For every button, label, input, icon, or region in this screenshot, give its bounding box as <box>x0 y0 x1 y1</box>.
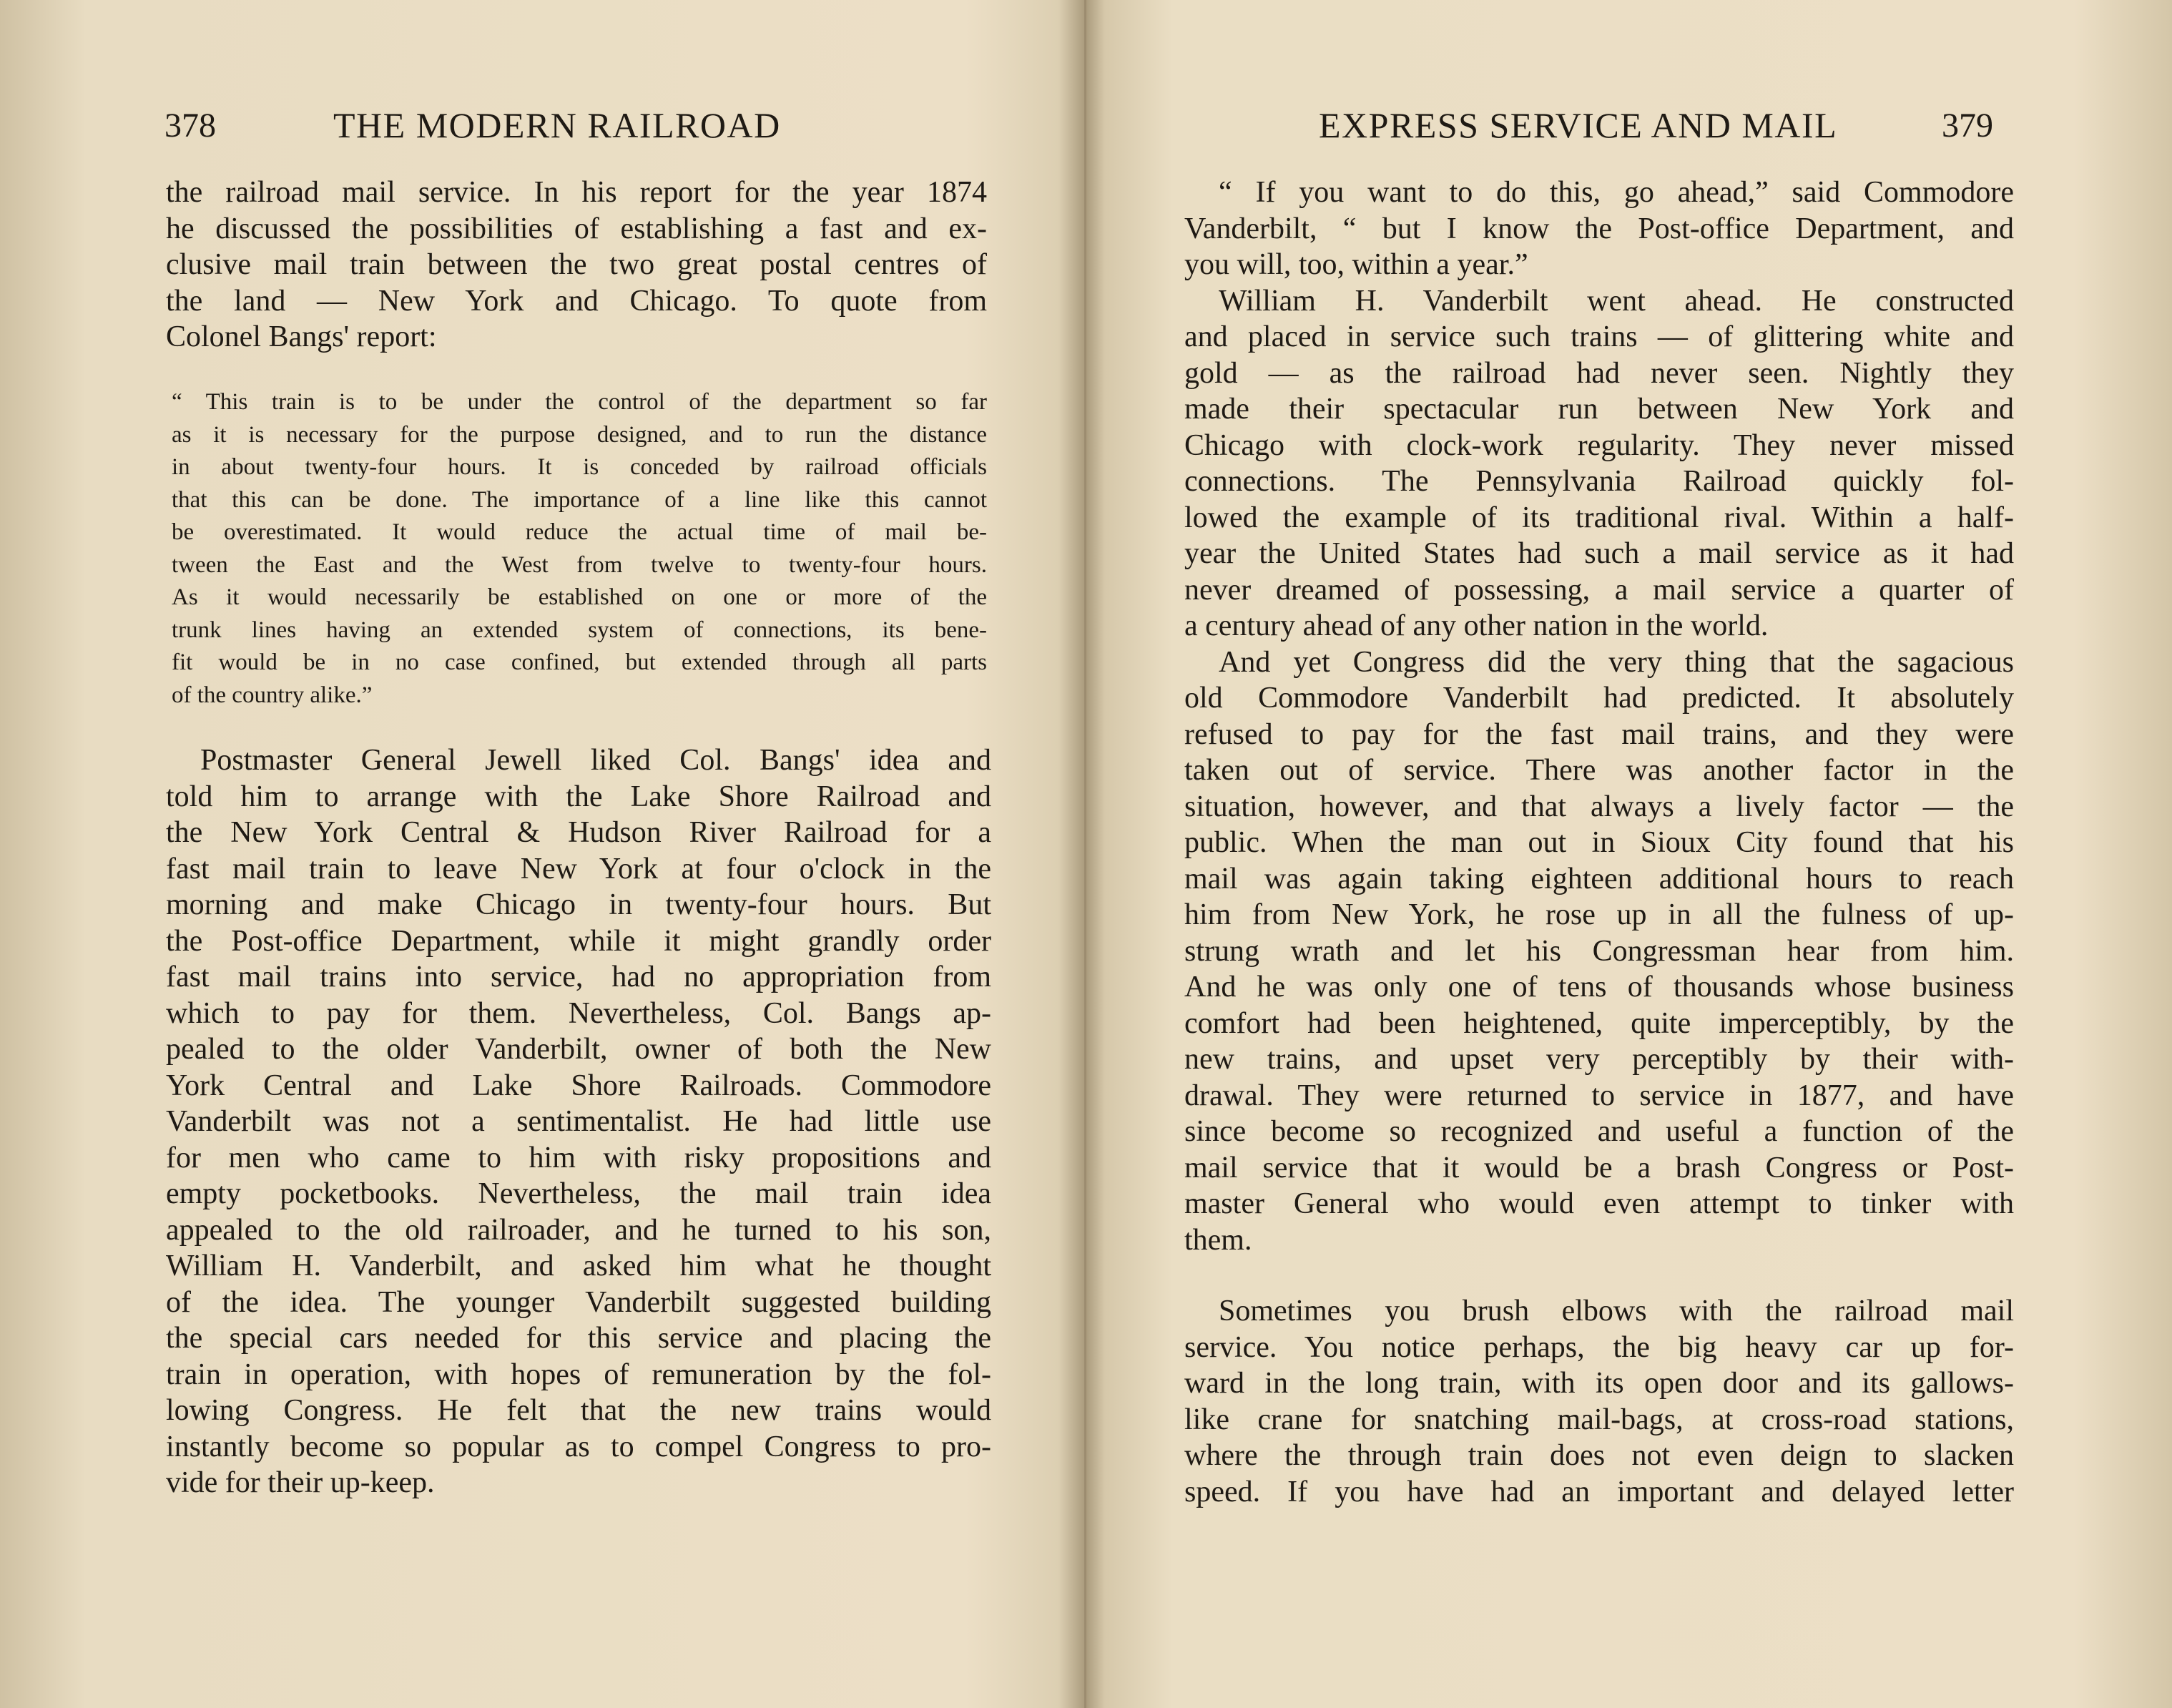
text-line: empty pocketbooks. Nevertheless, the mail train idea <box>166 1177 991 1210</box>
text-line: made their spectacular run between New York and <box>1184 393 2014 426</box>
text-line: And yet Congress did the very thing that the sagacious <box>1219 645 2014 679</box>
quote-line: fit would be in no case confined, but extended through all parts <box>172 649 987 675</box>
text-line: where the through train does not even deign to slacken <box>1184 1439 2014 1472</box>
text-line: York Central and Lake Shore Railroads. Commodore <box>166 1069 991 1102</box>
right-page <box>1086 0 2172 1708</box>
text-line: comfort had been heightened, quite imperceptibly, by the <box>1184 1006 2014 1040</box>
text-line: the special cars needed for this service and placing the <box>166 1322 991 1355</box>
text-line: Postmaster General Jewell liked Col. Bangs' idea and <box>200 744 991 777</box>
right-final-paragraph <box>1184 1293 2014 1510</box>
quote-line: tween the East and the West from twelve to twenty-four hours. <box>172 551 987 578</box>
text-line: a century ahead of any other nation in the world. <box>1184 609 1769 642</box>
text-line: Chicago with clock-work regularity. They never missed <box>1184 428 2014 462</box>
text-line: ward in the long train, with its open door and its gallows- <box>1184 1367 2014 1400</box>
text-line: speed. If you have had an important and delayed letter <box>1184 1475 2014 1508</box>
text-line: for men who came to him with risky propositions and <box>166 1141 991 1174</box>
text-line: the land — New York and Chicago. To quote from <box>166 284 987 318</box>
text-line: drawal. They were returned to service in 1877, and have <box>1184 1079 2014 1112</box>
text-line: strung wrath and let his Congressman hear from him. <box>1184 934 2014 968</box>
text-line: public. When the man out in Sioux City found that his <box>1184 826 2014 859</box>
text-line: he discussed the possibilities of establishing a fast and ex- <box>166 212 987 245</box>
text-line: since become so recognized and useful a function of the <box>1184 1115 2014 1148</box>
text-line: train in operation, with hopes of remuneration by the fol- <box>166 1358 991 1391</box>
text-line: lowing Congress. He felt that the new trains would <box>166 1394 991 1427</box>
quote-line: be overestimated. It would reduce the actual time of mail be- <box>172 519 987 545</box>
text-line: service. You notice perhaps, the big heavy car up for- <box>1184 1330 2014 1364</box>
text-line: refused to pay for the fast mail trains, and they were <box>1184 717 2014 751</box>
text-line: lowed the example of its traditional rival. Within a half- <box>1184 501 2014 534</box>
text-line: old Commodore Vanderbilt had predicted. It absolutely <box>1184 682 2014 715</box>
text-line: mail was again taking eighteen additional hours to reach <box>1184 862 2014 895</box>
text-line: “ If you want to do this, go ahead,” said Commodore <box>1219 176 2014 209</box>
text-line: taken out of service. There was another factor in the <box>1184 754 2014 787</box>
left-paragraph-2 <box>166 742 991 1501</box>
quote-line: as it is necessary for the purpose designed, and to run the distance <box>172 421 987 448</box>
running-title-right: EXPRESS SERVICE AND MAIL <box>1319 105 1838 145</box>
text-line: the New York Central & Hudson River Railroad for a <box>166 816 991 849</box>
text-line: him from New York, he rose up in all the fulness of up- <box>1184 898 2014 931</box>
text-line: fast mail train to leave New York at four o'clock in the <box>166 852 991 885</box>
quote-line: As it would necessarily be established on one or more of the <box>172 584 987 610</box>
block-quote <box>172 386 987 712</box>
text-line: And he was only one of tens of thousands whose business <box>1184 971 2014 1003</box>
text-line: clusive mail train between the two great postal centres of <box>166 248 987 281</box>
text-line: morning and make Chicago in twenty-four hours. But <box>166 888 991 921</box>
quote-line: of the country alike.” <box>172 682 373 708</box>
text-line: pealed to the older Vanderbilt, owner of both the New <box>166 1033 991 1066</box>
text-line: never dreamed of possessing, a mail service a quarter of <box>1184 573 2014 607</box>
text-line: gold — as the railroad had never seen. Nightly they <box>1184 356 2014 390</box>
text-line: you will, too, within a year.” <box>1184 248 1528 281</box>
text-line: Vanderbilt, “ but I know the Post-office Department, and <box>1184 212 2014 245</box>
quote-line: “ This train is to be under the control of the department so far <box>172 389 987 415</box>
text-line: Colonel Bangs' report: <box>166 320 437 353</box>
text-line: mail service that it would be a brash Congress or Post- <box>1184 1151 2014 1184</box>
text-line: the railroad mail service. In his report for the year 1874 <box>166 176 987 209</box>
text-line: situation, however, and that always a lively factor — the <box>1184 790 2014 823</box>
text-line: new trains, and upset very perceptibly by their with- <box>1184 1043 2014 1076</box>
page-number-right: 379 <box>1942 107 1993 144</box>
text-line: fast mail trains into service, had no appropriation from <box>166 961 991 993</box>
text-line: Vanderbilt was not a sentimentalist. He had little use <box>166 1105 991 1138</box>
text-line: appealed to the old railroader, and he turned to his son, <box>166 1213 991 1247</box>
text-line: William H. Vanderbilt, and asked him what he thought <box>166 1250 991 1282</box>
page-number-left: 378 <box>164 107 216 144</box>
text-line: master General who would even attempt to tinker with <box>1184 1187 2014 1220</box>
quote-line: trunk lines having an extended system of connections, its bene- <box>172 617 987 643</box>
text-line: Sometimes you brush elbows with the railroad mail <box>1219 1295 2014 1327</box>
quote-line: that this can be done. The importance of a line like this cannot <box>172 486 987 513</box>
text-line: instantly become so popular as to compel Congress to pro- <box>166 1430 991 1463</box>
quote-line: in about twenty-four hours. It is conceded by railroad officials <box>172 454 987 480</box>
text-line: vide for their up-keep. <box>166 1466 435 1499</box>
left-paragraph-1 <box>166 175 987 355</box>
text-line: the Post-office Department, while it might grandly order <box>166 924 991 958</box>
text-line: connections. The Pennsylvania Railroad quickly fol- <box>1184 465 2014 498</box>
text-line: of the idea. The younger Vanderbilt suggested building <box>166 1285 991 1319</box>
text-line: told him to arrange with the Lake Shore Railroad and <box>166 780 991 813</box>
text-line: year the United States had such a mail service as it had <box>1184 537 2014 570</box>
text-line: which to pay for them. Nevertheless, Col. Bangs ap- <box>166 996 991 1030</box>
right-paragraphs <box>1184 175 2014 1258</box>
text-line: them. <box>1184 1223 1252 1257</box>
text-line: and placed in service such trains — of glittering white and <box>1184 320 2014 353</box>
text-line: like crane for snatching mail-bags, at cross-road stations, <box>1184 1403 2014 1436</box>
running-title-left: THE MODERN RAILROAD <box>333 105 781 145</box>
text-line: William H. Vanderbilt went ahead. He constructed <box>1219 284 2014 318</box>
